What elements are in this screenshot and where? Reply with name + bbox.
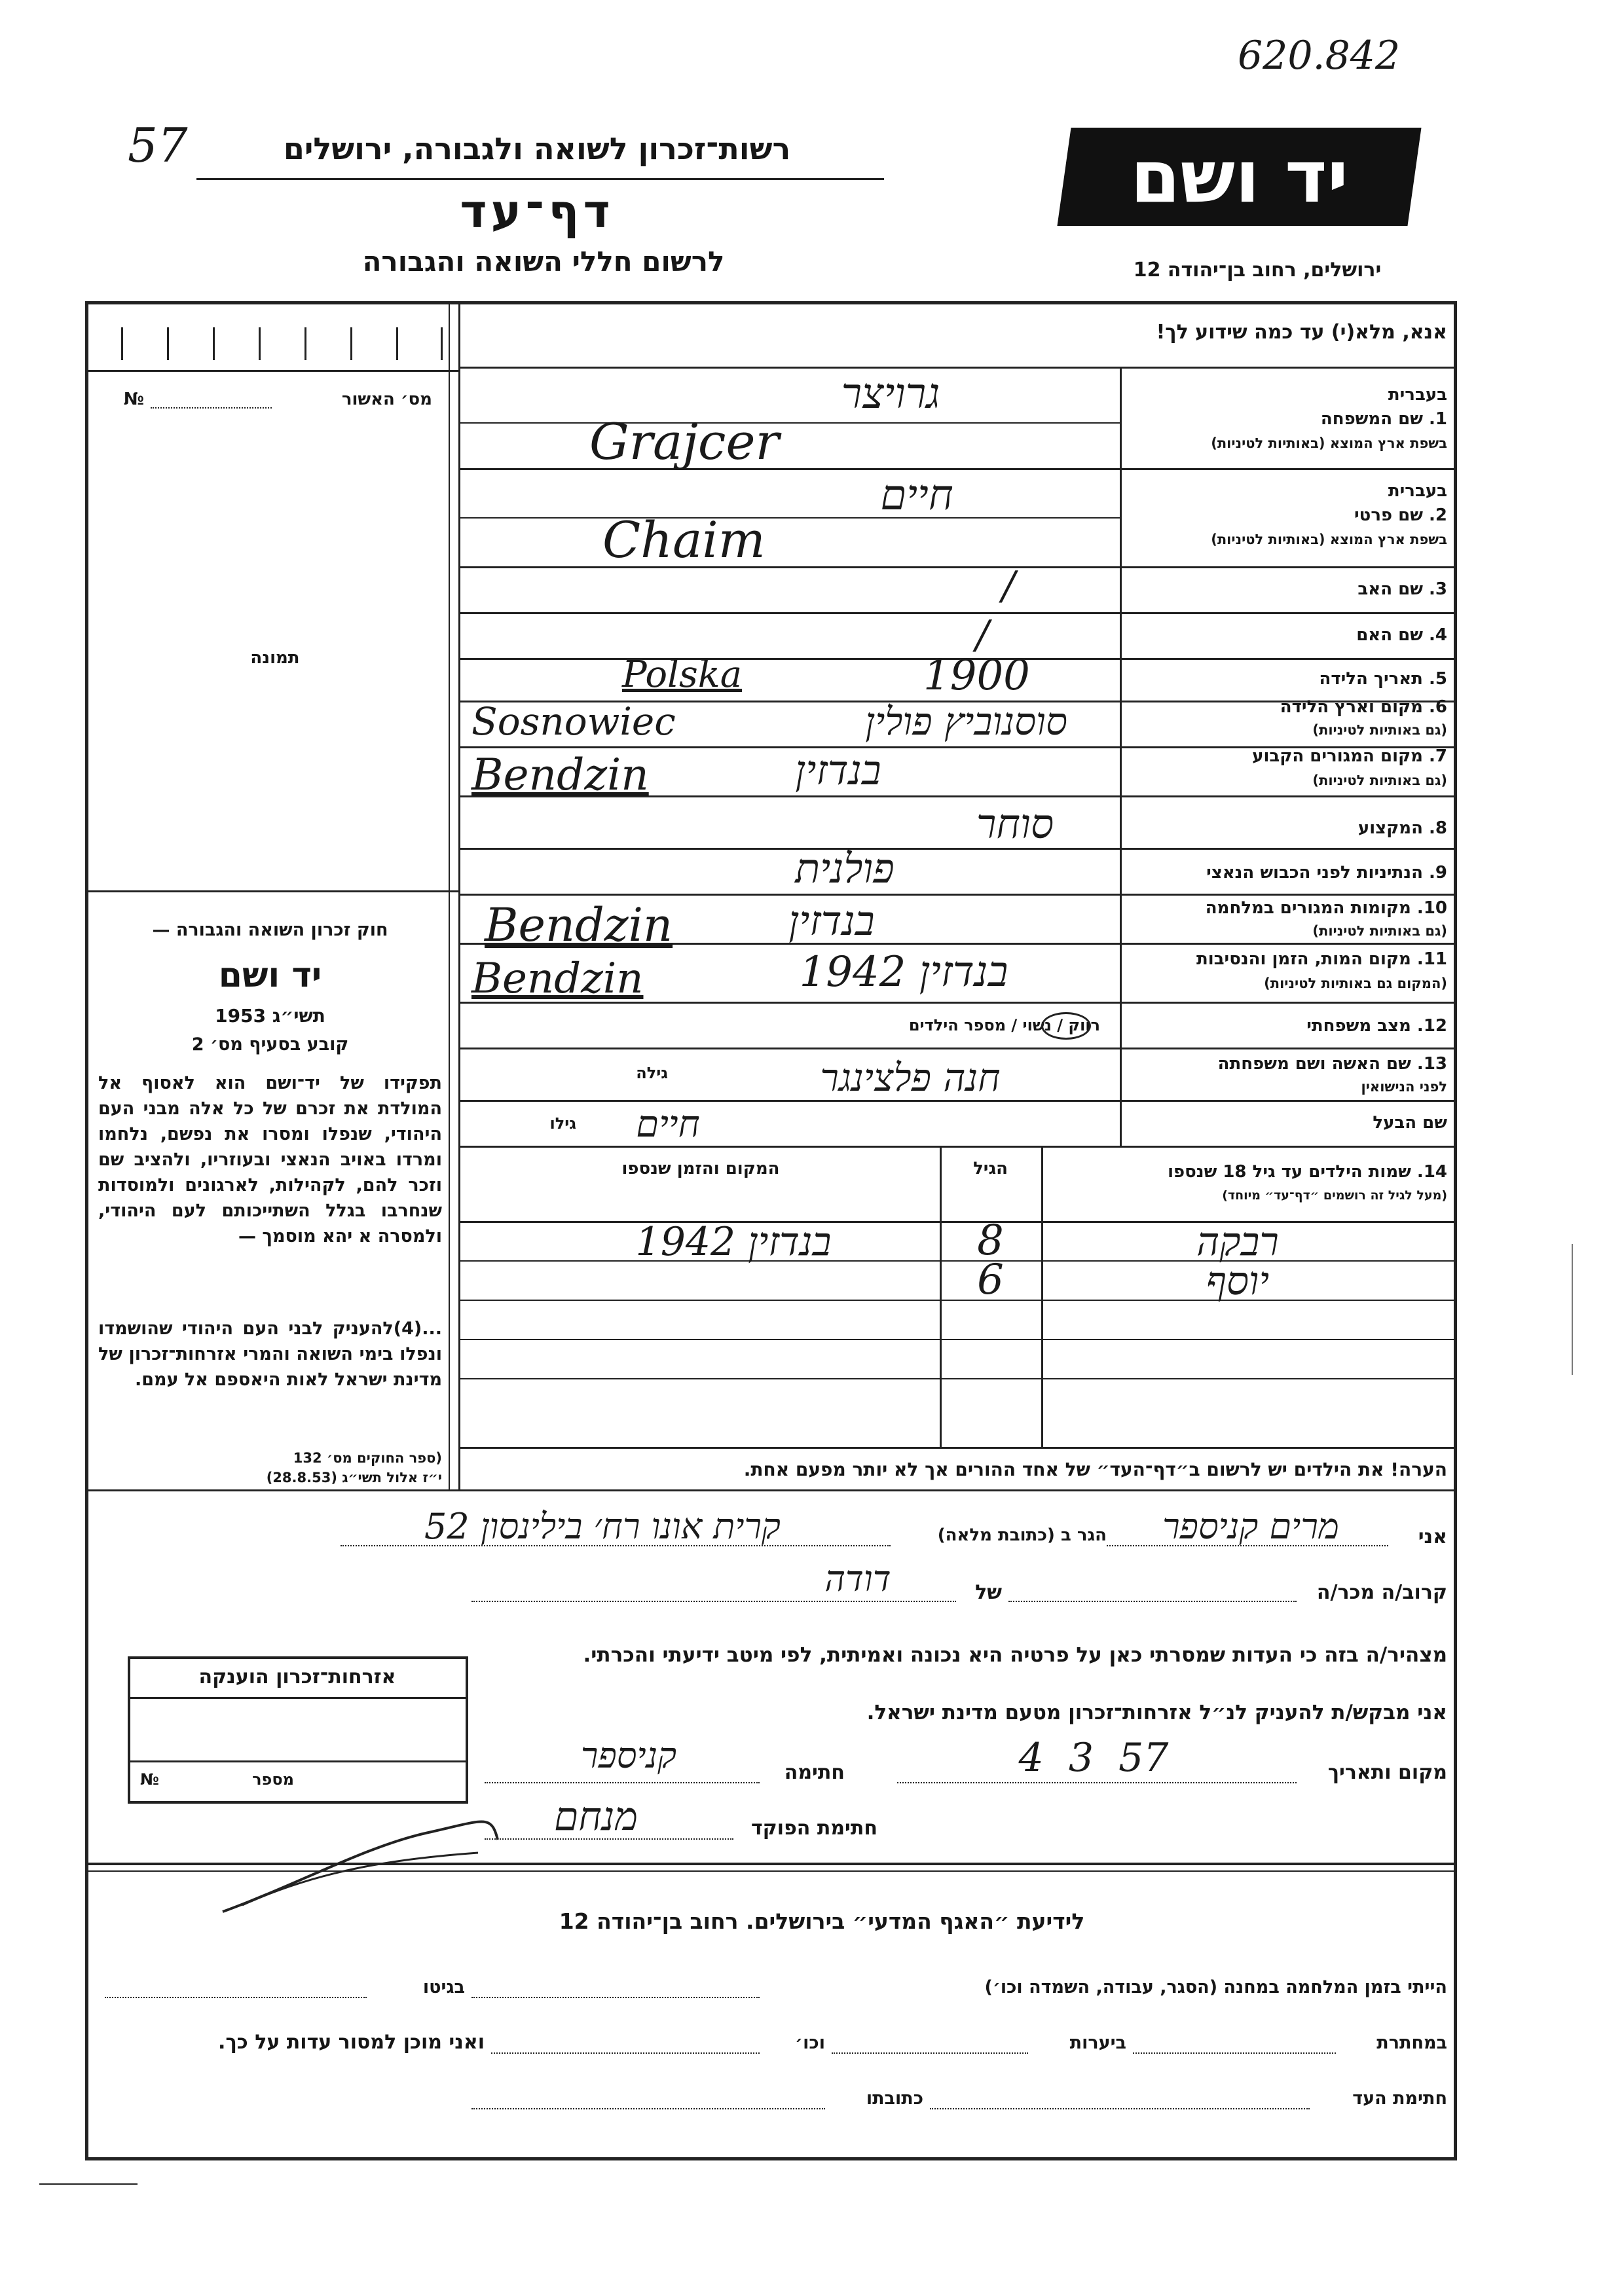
field-10-number: 10. [1416,898,1447,918]
field-6-text: מקום וארץ הלידה [1280,697,1423,717]
field-6-label [1133,697,1447,717]
field-4-number: 4. [1429,625,1447,645]
birth-date: 1900 [923,651,1030,700]
law-title: חוק זכרון השואה והגבורה — [152,920,388,940]
intro-text: אנא, מלא(י) עד כמה שידוע לך! [1156,321,1447,344]
declaration-date: 4 3 57 [1018,1735,1169,1781]
bottom-testimony: ואני מוכן למסור עדות על כך. [218,2031,485,2054]
law-section: קובע בסעיף מס׳ 2 [191,1034,349,1055]
field-7-text: מקום המגורים הקבוע [1252,746,1423,766]
law-text-cont: ...(4)להעניק לבני העם היהודי שהושמדו ונפלו בימי השואה והמרי אזרחות־זכרון של מדינת ישראל לאות היאספם אל עמם. [98,1319,442,1390]
field-9-label [1133,863,1447,883]
field-14-label [1048,1162,1447,1182]
wife-age-label: גילה [636,1064,668,1082]
field-1-number: 1. [1429,409,1447,429]
field-14-sub: (מעל לגיל זה רושמים ״דף־עד״ מיוחד) [1222,1188,1447,1203]
mother-name: / [976,612,989,658]
photo-label: תמונה [250,648,300,668]
child-1-age: 8 [977,1216,1004,1265]
law-year-line [98,1005,442,1027]
declaration-text: מצהיר/ה בזה כי העדות שמסרתי כאן על פרטיה היא נכונה ואמיתית, לפי מיטב ידיעתי והכרתי. [583,1643,1447,1667]
birth-country: Polska [622,653,743,696]
authority-title: רשות־זכרון לשואה ולגבורה, ירושלים [283,131,791,166]
field-8-text: המקצוע [1357,818,1423,838]
field-10-label [1123,898,1447,918]
bottom-line-1: הייתי בזמן המלחמה במחנה (הסגר, עבודה, השמדה וכו׳) [984,1977,1447,1997]
place-date-label: מקום ותאריך [1327,1761,1447,1784]
field-11-text: מקום המות, הזמן והנסיבות [1196,949,1411,969]
field-11-number: 11. [1416,949,1447,969]
first-name-hebrew: חיים [880,471,953,520]
family-name-hebrew: גרויצר [841,370,940,418]
field-10-sub: (גם באותיות לטיניות) [1312,923,1447,939]
residence-latin: Bendzin [471,750,649,800]
wife-name: חנה פלצינגר [820,1055,1001,1100]
first-name-latin: Chaim [602,511,766,569]
wartime-residence-hebrew: בנדזין [788,897,875,945]
bottom-underground: במחתרת [1376,2033,1447,2053]
field-13-text: שם האשה ושם משפחתה [1217,1054,1411,1074]
law-year: 1953 [215,1005,267,1027]
bottom-forests: ביערות [1069,2033,1126,2053]
citizenship-box [128,1656,468,1804]
field-1-sub: בשפת ארץ המוצא (באותיות לטיניות) [1211,435,1447,451]
field-12-label [1133,1016,1447,1036]
law-name: יד ושם [218,956,322,995]
field-2-number: 2. [1429,505,1447,525]
father-name: / [1002,563,1016,609]
husband-label: שם הבעל [1373,1113,1447,1133]
wartime-residence-latin: Bendzin [485,898,673,952]
relation-value: דודה [824,1558,891,1599]
field-4-label [1133,625,1447,645]
occupation: סוחר [976,800,1054,848]
approval-label: מס׳ האשור [341,390,432,409]
law-reference: (ספר החוקים מס׳ 132 [293,1450,442,1466]
declarant-ani: אני [1418,1525,1447,1548]
marital-status-options: רווק / נשוי / מספר הילדים [908,1016,1100,1034]
field-2-sub: בשפת ארץ המוצא (באותיות לטיניות) [1211,532,1447,547]
declarant-name: מרים קניספר [1162,1506,1339,1547]
citizenship-no-sign: № [140,1770,159,1789]
birth-place-latin: Sosnowiec [471,699,676,744]
law-year-hebrew: תשי״ג [272,1005,325,1027]
witness-address-label: כתובתו [866,2088,923,2109]
field-1-text: שם המשפחה [1320,409,1423,429]
field-13-sub: לפני הנישואין [1361,1079,1447,1095]
field-3-number: 3. [1429,579,1447,599]
field-1-heb-tag: בעברית [1388,385,1447,405]
field-6-number: 6. [1429,697,1447,717]
field-7-number: 7. [1429,746,1447,766]
field-4-text: שם האם [1356,625,1423,645]
law-reference-date: י״ז אלול תשי״ג (28.8.53) [266,1470,442,1485]
approval-number-boxes [121,321,442,367]
field-2-heb-tag: בעברית [1388,481,1447,501]
field-2-text: שם פרטי [1354,505,1423,525]
field-13-number: 13. [1416,1054,1447,1074]
bottom-etc: וכו׳ [795,2033,825,2053]
field-5-label [1133,669,1447,689]
yad-vashem-logo [1057,128,1421,226]
child-2-name: יוסף [1206,1258,1270,1304]
field-11-sub: (המקום גם באותיות לטיניות) [1264,975,1447,991]
declarant-address: קרית אונו רח׳ בילינסון 52 [424,1506,781,1547]
family-name-latin: Grajcer [589,412,779,471]
field-2-label [1133,505,1447,525]
form-subtitle: לרשום חללי השואה והגבורה [362,246,725,278]
citizenship-box-title: אזרחות־זכרון הוענקה [198,1666,396,1688]
marital-status-circle [1041,1012,1091,1040]
field-8-number: 8. [1429,818,1447,838]
signature-label: חתימה [784,1761,845,1784]
relation-label: קרוב/ה מכר/ה [1316,1581,1447,1604]
death-place-hebrew: בנדזין 1942 [799,948,1008,996]
bottom-title: לידיעת ״האגף המדעי״ בירושלים. רחוב בן־יהודה 12 [559,1908,1085,1934]
field-3-label [1133,579,1447,599]
law-text: תפקידו של יד־ושם הוא לאסוף אל המולדת את זכרם של כל אלה מבני העם היהודי, שנפלו ומסרו את נפשם, נלחמו ומרדו באויב הנאצי ובעוזריו, ולהציב שם וזכר להם, לקהילות, לארגונים ולמוסדות שנחרבו בגלל השתייכותם לעם היהודי, ולמסרה א יהא מוסמך — [98,1073,442,1247]
officer-signature: מנחם [553,1794,638,1840]
residing-label: הגר ב (כתובת מלאה) [937,1525,1107,1545]
field-6-sub: (גם באותיות לטיניות) [1312,722,1447,738]
logo-text: יד ושם [1130,135,1349,219]
approval-no-sign: № [123,390,144,409]
nationality: פולנית [795,845,895,892]
signature-flourish [216,1794,504,1925]
page-number: 57 [128,118,188,173]
relation-of: של [975,1581,1002,1604]
child-1-place: בנדזין 1942 [635,1219,832,1265]
witness-signature-label: חתימת העד [1352,2088,1447,2109]
field-14-number: 14. [1416,1162,1447,1182]
field-7-sub: (גם באותיות לטיניות) [1312,773,1447,788]
field-9-number: 9. [1429,863,1447,883]
field-14-text: שמות הילדים עד גיל 18 שנספו [1168,1162,1411,1182]
field-5-text: תאריך הלידה [1319,669,1423,689]
bottom-line-1-ghetto: בגיטו [422,1977,465,1997]
birth-place-hebrew: סוסנוביץ פולין [865,699,1067,744]
children-age-header: הגיל [973,1159,1008,1178]
field-8-label [1133,818,1447,838]
child-2-age: 6 [977,1256,1004,1304]
children-place-header: המקום והזמן שנספו [621,1159,780,1178]
field-12-number: 12. [1416,1016,1447,1036]
residence-hebrew: בנדזין [795,746,881,794]
form-title: דף־עד [460,185,614,238]
officer-label: חתימת הפוקד [751,1817,877,1840]
field-12-text: מצב משפחתי [1306,1016,1411,1036]
field-9-text: הנתיניות לפני הכבוש הנאצי [1206,863,1423,883]
field-10-text: מקומות המגורים במלחמה [1205,898,1411,918]
death-place-latin: Bendzin [471,955,644,1003]
children-note: הערה! את הילדים יש לרשום ב״דף־העד״ של אחד ההורים אך לא יותר מפעם אחת. [743,1459,1447,1480]
field-5-number: 5. [1429,669,1447,689]
child-1-name: רבקה [1196,1219,1279,1265]
husband-age-label: גילו [549,1114,576,1133]
field-13-label [1123,1054,1447,1074]
declarant-signature: קניספר [580,1735,677,1776]
field-3-text: שם האב [1357,579,1423,599]
husband-name: חיים [636,1103,700,1146]
field-11-label [1123,949,1447,969]
field-1-label [1133,409,1447,429]
archive-number: 620.842 [1238,33,1401,79]
address: ירושלים, רחוב בן־יהודה 12 [1133,259,1382,282]
request-text: אני מבקש/ת להעניק לנ״ל אזרחות־זכרון מטעם מדינת ישראל. [866,1701,1447,1724]
field-7-label [1133,746,1447,766]
citizenship-no-label: מספר [252,1770,294,1789]
